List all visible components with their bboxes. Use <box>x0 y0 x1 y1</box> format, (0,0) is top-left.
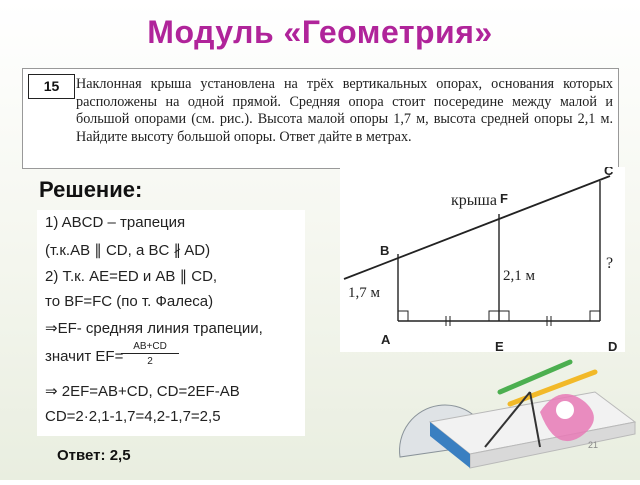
small-support-label: 1,7 м <box>348 285 380 301</box>
solution-header: Решение: <box>39 177 143 202</box>
diagram-svg <box>340 167 625 352</box>
roof-label: крыша <box>451 192 497 209</box>
label-f: F <box>500 191 508 206</box>
solution-line: 1) ABCD – трапеция <box>45 214 186 231</box>
solution-line: 2) Т.к. AE=ED и AB ∥ CD, <box>45 268 218 285</box>
solution-line: значит EF= <box>45 348 124 365</box>
label-e: E <box>495 339 504 352</box>
middle-support-label: 2,1 м <box>503 268 535 284</box>
fraction-numerator: AB+CD <box>121 341 179 354</box>
problem-box <box>22 68 619 169</box>
solution-line: CD=2·2,1-1,7=4,2-1,7=2,5 <box>45 408 221 425</box>
trapezoid-diagram <box>340 167 625 352</box>
fraction-denominator: 2 <box>147 356 153 367</box>
problem-number: 15 <box>28 74 75 99</box>
page-title: Модуль «Геометрия» <box>147 14 493 50</box>
page-number: 21 <box>588 440 599 450</box>
answer: Ответ: 2,5 <box>57 447 131 464</box>
label-d: D <box>608 339 618 352</box>
label-c: C <box>604 167 614 178</box>
label-a: A <box>381 332 391 347</box>
problem-text: Наклонная крыша установлена на трёх вертикальных опорах, основания которых расположены на одной прямой. Средняя опора стоит посередине между малой и большой опорами (см. рис.). Высота малой опоры 1,7 м, высота средней опоры 2,1 м. Найдите высоту большой опоры. Ответ дайте в метрах. <box>76 76 613 145</box>
fraction <box>121 341 179 367</box>
solution-line: (т.к.AB ∥ CD, а BC ∦ AD) <box>45 242 211 259</box>
solution-line: то BF=FC (по т. Фалеса) <box>45 293 214 310</box>
label-b: B <box>380 243 390 258</box>
decor-svg <box>390 352 640 480</box>
unknown-height-label: ? <box>606 255 614 272</box>
solution-line: ⇒ 2EF=AB+CD, CD=2EF-AB <box>45 383 240 400</box>
books-and-tools-illustration <box>390 352 640 480</box>
pink-curve-hole <box>556 401 574 419</box>
solution-line: ⇒EF- средняя линия трапеции, <box>45 320 263 337</box>
solution-box <box>37 210 305 436</box>
